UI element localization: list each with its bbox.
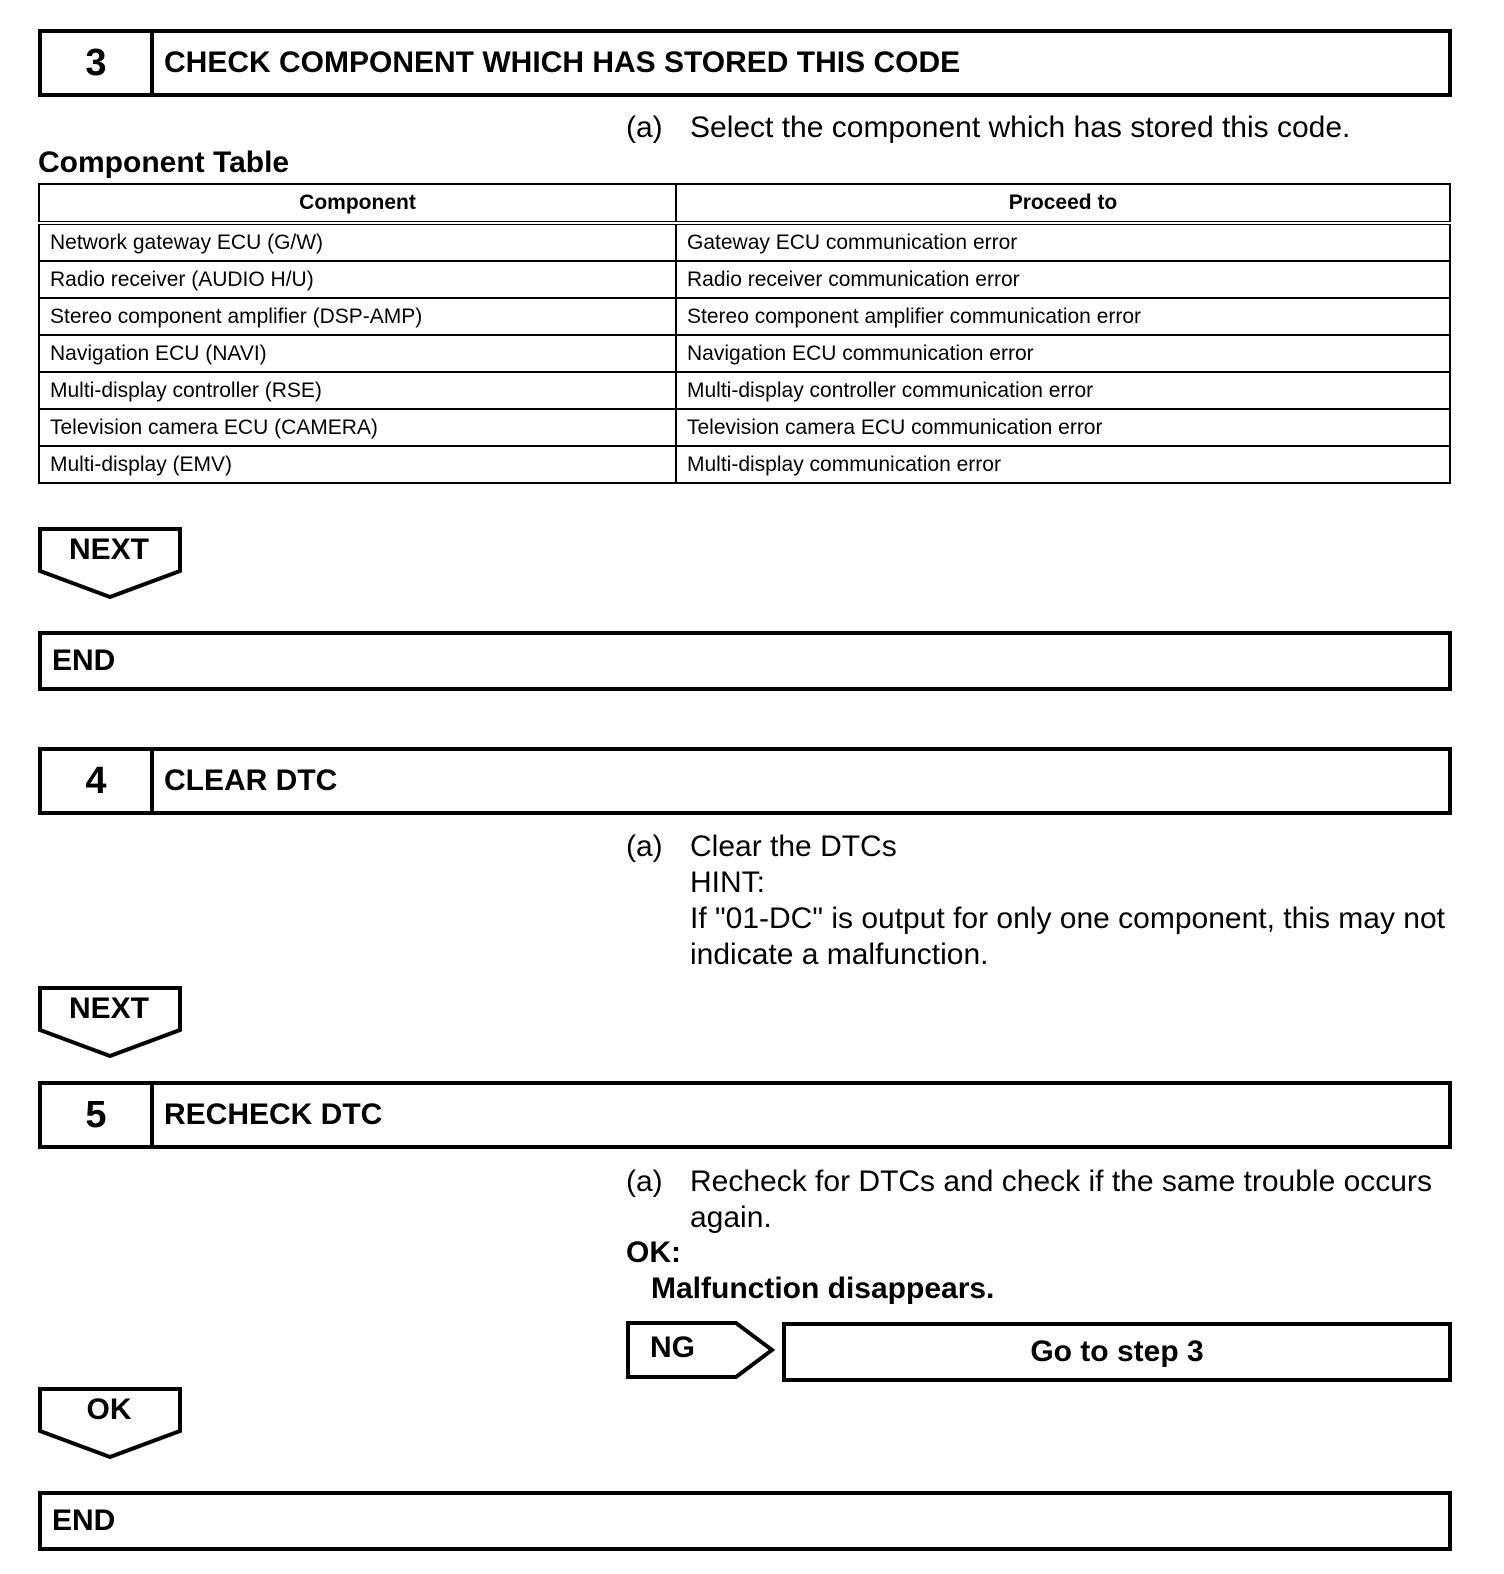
component-cell: Multi-display controller (RSE)	[39, 372, 676, 409]
table-row	[39, 446, 1450, 483]
step-4-next-arrow[interactable]	[38, 986, 184, 1060]
step-3-number: 3	[42, 33, 154, 93]
end-label: END	[52, 1504, 116, 1537]
component-cell: Radio receiver (AUDIO H/U)	[39, 261, 676, 298]
step-5-instruction	[626, 1164, 1460, 1236]
component-cell: Multi-display (EMV)	[39, 446, 676, 483]
step-4-header	[38, 747, 1452, 815]
step-5-number: 5	[42, 1085, 154, 1145]
table-row	[39, 298, 1450, 335]
ng-arrow[interactable]	[626, 1321, 776, 1379]
step-5-header	[38, 1081, 1452, 1149]
proceed-cell[interactable]: Stereo component amplifier communication error	[676, 298, 1450, 335]
step-4-hint-text: If "01-DC" is output for only one component, this may not indicate a malfunction.	[690, 902, 1446, 971]
ok-spec-label: OK:	[626, 1236, 681, 1269]
proceed-cell[interactable]: Multi-display controller communication error	[676, 372, 1450, 409]
step-3-instruction	[626, 110, 1350, 146]
ok-label: OK	[86, 1393, 132, 1426]
step-5-instruction-text: Recheck for DTCs and check if the same trouble occurs again.	[690, 1165, 1432, 1234]
step-5-title: RECHECK DTC	[164, 1098, 383, 1131]
step-4-instruction-text: Clear the DTCs	[690, 830, 897, 863]
step-4-hint-label: HINT:	[690, 866, 765, 899]
proceed-cell[interactable]: Radio receiver communication error	[676, 261, 1450, 298]
table-header-row	[39, 184, 1450, 223]
table-row	[39, 335, 1450, 372]
step-3-title: CHECK COMPONENT WHICH HAS STORED THIS CODE	[164, 46, 961, 79]
component-cell: Network gateway ECU (G/W)	[39, 223, 676, 261]
step-5-instruction-label: (a)	[626, 1165, 663, 1198]
step-3-end-box	[38, 631, 1452, 691]
ng-label: NG	[650, 1331, 695, 1364]
next-label: NEXT	[68, 533, 149, 566]
step-3-next-arrow[interactable]	[38, 527, 184, 601]
end-label: END	[52, 644, 116, 677]
table-row	[39, 223, 1450, 261]
go-to-step-label: Go to step 3	[1030, 1335, 1204, 1368]
step-4-number: 4	[42, 751, 154, 811]
ok-spec-text: Malfunction disappears.	[651, 1272, 995, 1305]
component-cell: Television camera ECU (CAMERA)	[39, 409, 676, 446]
component-table-title: Component Table	[38, 146, 290, 179]
table-row	[39, 409, 1450, 446]
proceed-cell[interactable]: Navigation ECU communication error	[676, 335, 1450, 372]
table-row	[39, 261, 1450, 298]
step-5-end-box	[38, 1491, 1452, 1551]
step-3-instruction-label: (a)	[626, 111, 663, 144]
step-4-instruction	[626, 829, 1460, 973]
proceed-cell[interactable]: Television camera ECU communication error	[676, 409, 1450, 446]
proceed-cell[interactable]: Multi-display communication error	[676, 446, 1450, 483]
step-5-ok-arrow[interactable]	[38, 1387, 184, 1461]
step-4-instruction-label: (a)	[626, 830, 663, 863]
header-proceed-to: Proceed to	[676, 184, 1450, 223]
step-3-instruction-text: Select the component which has stored this code.	[690, 111, 1351, 144]
step-4-title: CLEAR DTC	[164, 764, 338, 797]
component-table	[38, 183, 1451, 484]
proceed-cell[interactable]: Gateway ECU communication error	[676, 223, 1450, 261]
step-3-header	[38, 29, 1452, 97]
right-arrow-shape-icon	[626, 1321, 776, 1379]
next-label: NEXT	[68, 992, 149, 1025]
component-cell: Navigation ECU (NAVI)	[39, 335, 676, 372]
table-row	[39, 372, 1450, 409]
go-to-step-box[interactable]	[782, 1322, 1452, 1382]
component-cell: Stereo component amplifier (DSP-AMP)	[39, 298, 676, 335]
header-component: Component	[39, 184, 676, 223]
